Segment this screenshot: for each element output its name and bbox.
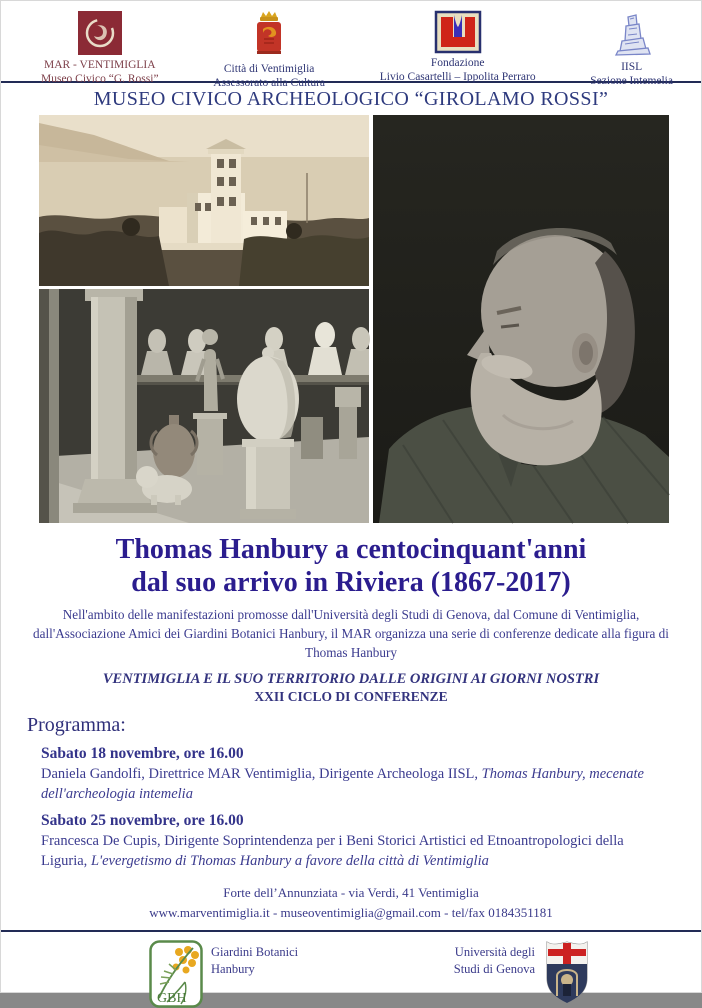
photo-collage bbox=[39, 115, 667, 523]
event-2-talk-title: L'evergetismo di Thomas Hanbury a favore della città di Ventimiglia bbox=[90, 853, 489, 870]
gbh-label-line2: Hanbury bbox=[211, 962, 255, 977]
event-1-speaker: Daniela Gandolfi, Direttrice MAR Ventimiglia, Dirigente Archeologa IISL, bbox=[41, 766, 482, 783]
program-heading: Programma: bbox=[27, 714, 126, 737]
gbh-logo-letters: GBH bbox=[157, 991, 187, 1007]
logo-block-iisl bbox=[590, 11, 673, 89]
event-2-speaker: Francesca De Cupis, Dirigente Soprintendenza per i Beni Storici Artistici ed Etnoantropologici della Liguria, bbox=[41, 833, 624, 870]
event-2-date: Sabato 25 novembre, ore 16.00 bbox=[41, 812, 244, 830]
comune-label-line1: Città di Ventimiglia bbox=[223, 63, 315, 75]
comune-label-line2: Assessorato alla Cultura bbox=[213, 77, 326, 90]
museum-interior-photo bbox=[39, 289, 369, 523]
event-title-line1: Thomas Hanbury a centocinquant'anni bbox=[115, 534, 587, 565]
universita-genova-crest-icon bbox=[543, 940, 591, 1004]
conference-series bbox=[1, 671, 701, 705]
logo-block-comune bbox=[213, 11, 325, 91]
mar-label-line1: MAR - VENTIMIGLIA bbox=[43, 59, 156, 71]
comune-ventimiglia-crest-icon bbox=[251, 11, 287, 59]
program-event-2 bbox=[41, 812, 671, 871]
event-1-date: Sabato 18 novembre, ore 16.00 bbox=[41, 745, 244, 763]
gbh-label-line1: Giardini Botanici bbox=[211, 945, 299, 960]
event-1-description bbox=[41, 764, 671, 804]
series-title: VENTIMIGLIA E IL SUO TERRITORIO DALLE ORIGINI AI GIORNI NOSTRI bbox=[102, 671, 600, 688]
program-event-1 bbox=[41, 745, 671, 804]
fondazione-label-line1: Fondazione bbox=[430, 57, 485, 69]
fondazione-label-line2: Livio Casartelli – Ippolita Perraro bbox=[379, 71, 536, 84]
mar-label-line2: Museo Civico “G. Rossi” bbox=[41, 73, 159, 86]
event-title bbox=[1, 533, 701, 599]
venue-address: Forte dell’Annunziata - via Verdi, 41 Ventimiglia bbox=[223, 885, 479, 901]
giardini-botanici-hanbury-logo-icon bbox=[149, 940, 203, 1008]
partner-unige bbox=[454, 940, 591, 1004]
museum-banner-title: MUSEO CIVICO ARCHEOLOGICO “GIROLAMO ROSSI” bbox=[93, 88, 609, 110]
unige-label-line1: Università degli bbox=[454, 945, 535, 960]
event-title-line2: dal suo arrivo in Riviera (1867-2017) bbox=[131, 567, 571, 599]
iisl-tower-logo-icon bbox=[610, 11, 654, 57]
partner-gbh bbox=[149, 940, 298, 1008]
series-subtitle: XXII CICLO DI CONFERENZE bbox=[254, 689, 448, 705]
fondazione-casartelli-logo-icon bbox=[435, 11, 481, 53]
header bbox=[1, 1, 701, 90]
venue-contacts: www.marventimiglia.it - museoventimiglia@gmail.com - tel/fax 0184351181 bbox=[149, 904, 553, 920]
event-1-talk-title: Thomas Hanbury, mecenate dell'archeologia intemelia bbox=[41, 766, 644, 803]
mar-museum-logo-icon bbox=[78, 11, 122, 55]
unige-label-line2: Studi di Genova bbox=[453, 962, 535, 977]
event-2-description bbox=[41, 831, 671, 871]
logo-block-fondazione bbox=[380, 11, 536, 85]
iisl-label-line2: Sezione Intemelia bbox=[590, 75, 673, 88]
photo-column-left bbox=[39, 115, 369, 523]
venue-block bbox=[1, 883, 701, 922]
thomas-hanbury-portrait-photo bbox=[373, 115, 669, 523]
iisl-label-line1: IISL bbox=[621, 61, 643, 73]
partner-logos bbox=[1, 932, 701, 1008]
intro-paragraph: Nell'ambito delle manifestazioni promosse dall'Università degli Studi di Genova, dal Comune di Ventimiglia, dall'Associazione Amici dei Giardini Botanici Hanbury, il MAR organizza una serie di conferenze dedicate alla figura di Thomas Hanbury bbox=[33, 607, 669, 661]
villa-hanbury-coast-photo bbox=[39, 115, 369, 286]
logo-block-mar bbox=[41, 11, 159, 87]
